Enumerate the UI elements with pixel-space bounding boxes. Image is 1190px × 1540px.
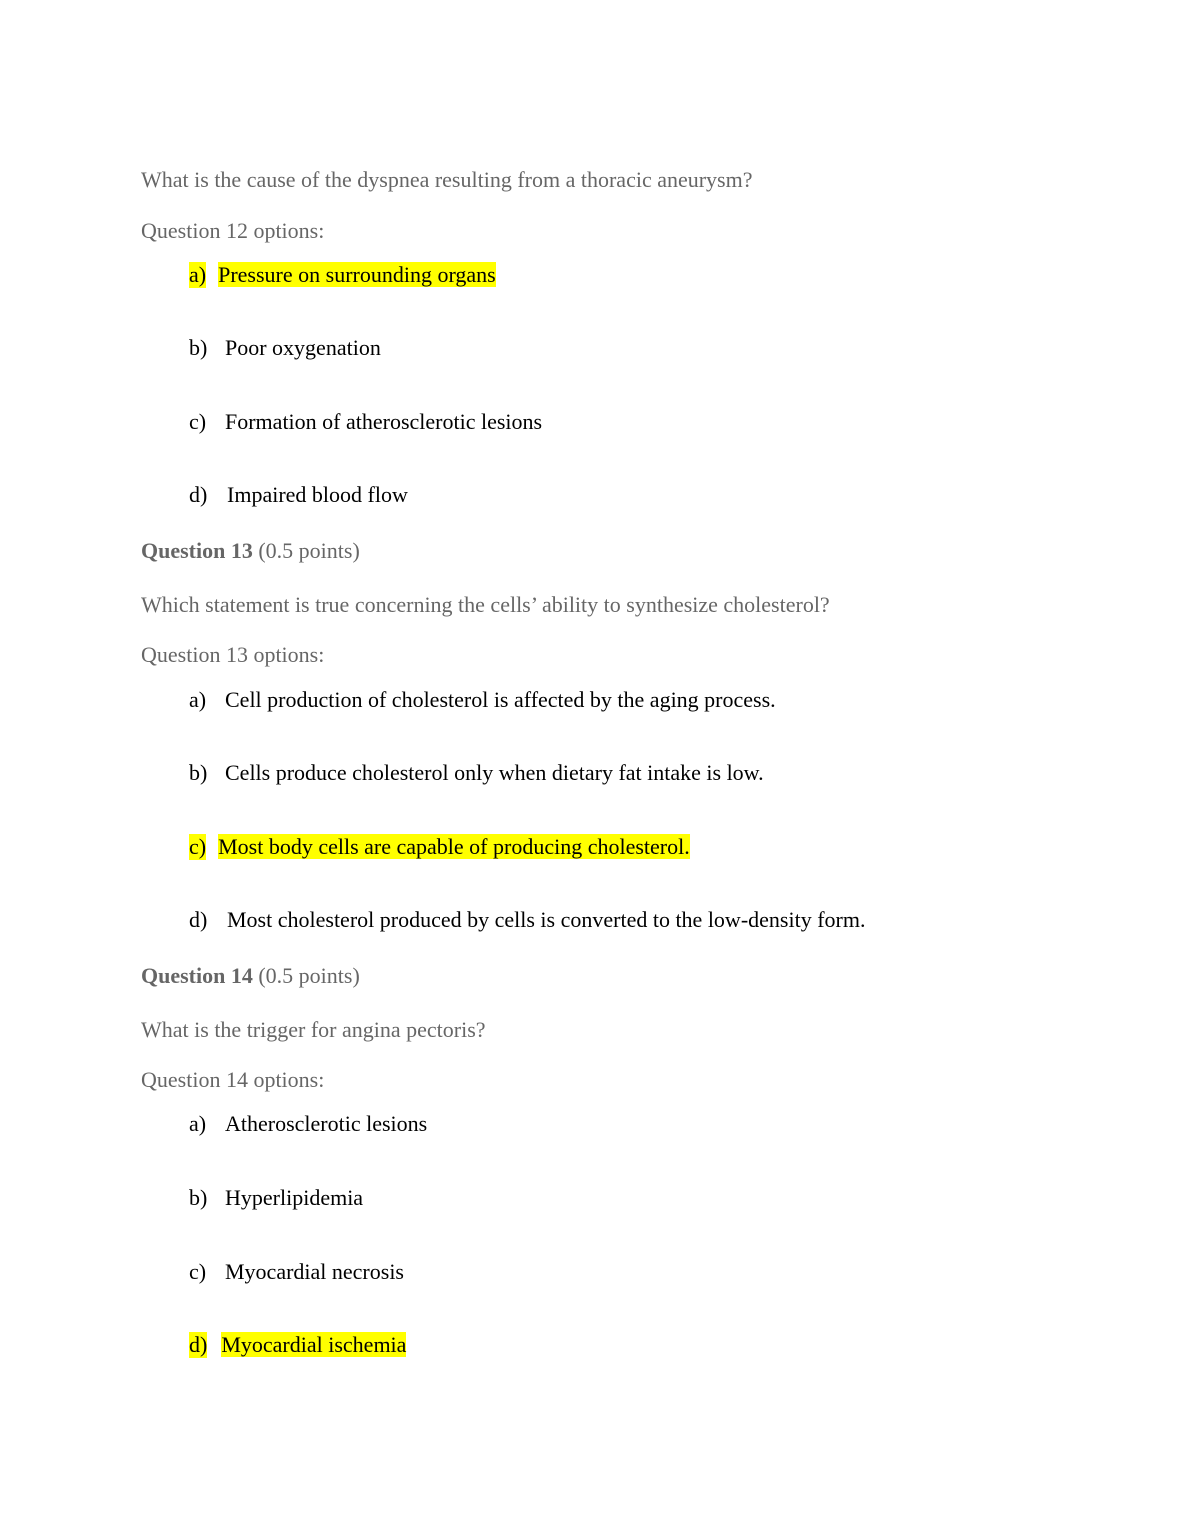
question-13-points: (0.5 points) (252, 538, 360, 563)
option-text: Cell production of cholesterol is affected by the aging process. (225, 687, 776, 712)
option-text: Pressure on surrounding organs (218, 262, 496, 287)
question-12-option-b (189, 335, 381, 361)
question-12-option-c (189, 409, 542, 435)
option-text: Myocardial ischemia (221, 1332, 407, 1357)
question-14-heading (141, 963, 360, 989)
option-letter: d) (189, 482, 208, 507)
option-letter: a) (189, 1111, 207, 1136)
option-text: Poor oxygenation (225, 335, 381, 360)
option-text: Hyperlipidemia (225, 1185, 364, 1210)
option-text: Formation of atherosclerotic lesions (225, 409, 543, 434)
question-12-options-label: Question 12 options: (141, 218, 325, 243)
option-text: Most cholesterol produced by cells is converted to the low-density form. (227, 907, 866, 932)
question-13-text: Which statement is true concerning the cells’ ability to synthesize cholesterol? (141, 592, 830, 617)
question-14-option-d (189, 1332, 406, 1358)
question-13-option-c (189, 834, 690, 860)
option-letter: b) (189, 760, 208, 785)
question-13-option-a (189, 687, 776, 713)
question-12-text: What is the cause of the dyspnea resulting from a thoracic aneurysm? (141, 167, 753, 192)
option-text: Cells produce cholesterol only when dietary fat intake is low. (225, 760, 764, 785)
option-letter: c) (189, 409, 207, 434)
option-letter: d) (189, 907, 208, 932)
option-text: Atherosclerotic lesions (225, 1111, 428, 1136)
question-13-option-b (189, 760, 764, 786)
option-text: Myocardial necrosis (225, 1259, 404, 1284)
question-14-title: Question 14 (141, 963, 253, 988)
question-14-option-b (189, 1185, 363, 1211)
option-letter: d) (189, 1332, 208, 1357)
question-13-options-label: Question 13 options: (141, 642, 325, 667)
option-text: Impaired blood flow (227, 482, 408, 507)
option-letter: b) (189, 335, 208, 360)
question-14-option-a (189, 1111, 427, 1137)
question-14-text: What is the trigger for angina pectoris? (141, 1017, 486, 1042)
question-13-title: Question 13 (141, 538, 253, 563)
question-13-option-d (189, 907, 865, 933)
option-text: Most body cells are capable of producing cholesterol. (218, 834, 690, 859)
question-12-option-d (189, 482, 408, 508)
option-letter: c) (189, 834, 207, 859)
question-13-heading (141, 538, 360, 564)
option-letter: c) (189, 1259, 207, 1284)
option-letter: b) (189, 1185, 208, 1210)
question-14-options-label: Question 14 options: (141, 1067, 325, 1092)
question-14-option-c (189, 1259, 404, 1285)
option-letter: a) (189, 687, 207, 712)
question-12-option-a (189, 262, 496, 288)
question-14-points: (0.5 points) (252, 963, 360, 988)
option-letter: a) (189, 262, 207, 287)
